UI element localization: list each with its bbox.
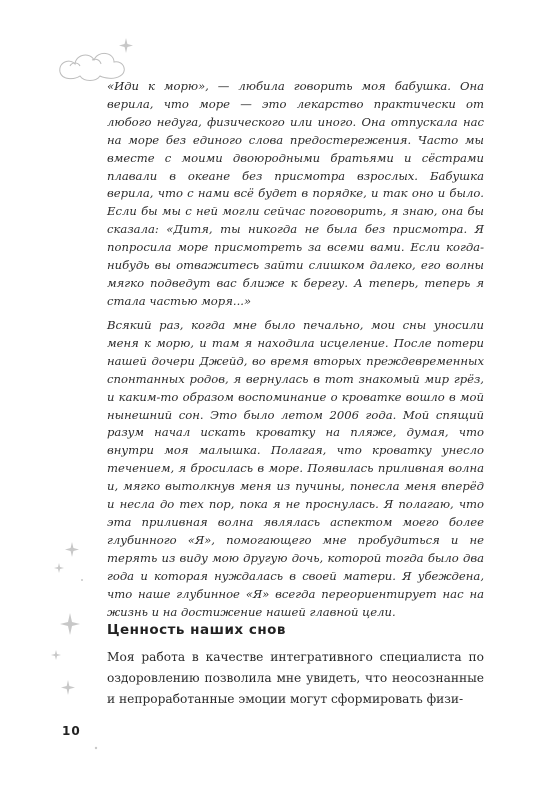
sparkle-icon — [65, 542, 79, 557]
cloud-icon — [70, 59, 101, 66]
dot-icon — [81, 579, 83, 581]
sparkle-icon — [119, 38, 133, 53]
cloud-icon — [60, 53, 124, 80]
section-heading: Ценность наших снов — [107, 622, 286, 638]
sparkle-icon — [61, 680, 75, 695]
italic-paragraph-2: Всякий раз, когда мне было печально, мои сны уносили меня к морю, и там я находила исцеление. После потери нашей дочери Джейд, во время вторых преждевременных спонтанных родов, я вернулась в тот знакомый мир грёз, и каким-то образом воспоминание о кроватке вошло в мой нынешний сон. Это было летом 2006 года. Мой спящий разум начал искать кроватку на пляже, думая, что внутри моя малышка. Полагая, что кроватку унесло течением, я бросилась в море. Появилась приливная волна и, мягко вытолкнув меня из пучины, понесла меня вперёд и несла до тех пор, пока я не проснулась. Я полагаю, что эта приливная волна являлась аспектом моего более глубинного «Я», помогающего мне пробудиться и не терять из виду мою другую дочь, которой тогда было два года и которая нуждалась в своей матери. Я убеждена, что наше глубинное «Я» всегда переориентирует нас на жизнь и на достижение нашей главной цели. — [107, 318, 484, 619]
sparkle-icon — [60, 613, 80, 635]
dot-icon — [95, 747, 97, 749]
sparkle-icon — [54, 563, 64, 573]
body-paragraph: Моя работа в качестве интегративного специалиста по оздоровлению позволила мне увидеть, что неосознанные и непроработанные эмоции могут сформировать физи- — [107, 650, 484, 706]
italic-paragraph-1: «Иди к морю», — любила говорить моя бабушка. Она верила, что море — это лекарство практически от любого недуга, физического или иного. Она отпускала нас на море без единого слова предостережения. Часто мы вместе с моими двоюродными братьями и сёстрами плавали в океане без присмотра взрослых. Бабушка верила, что с нами всё будет в порядке, и так оно и было. Если бы мы с ней могли сейчас поговорить, я знаю, она бы сказала: «Дитя, ты никогда не была без присмотра. Я попросила море присмотреть за всеми вами. Если когда-нибудь вы отважитесь зайти слишком далеко, его волны мягко подведут вас ближе к берегу. А теперь, теперь я стала частью моря...» — [107, 79, 484, 308]
page-number: 10 — [62, 724, 81, 738]
sparkle-icon — [51, 650, 61, 660]
